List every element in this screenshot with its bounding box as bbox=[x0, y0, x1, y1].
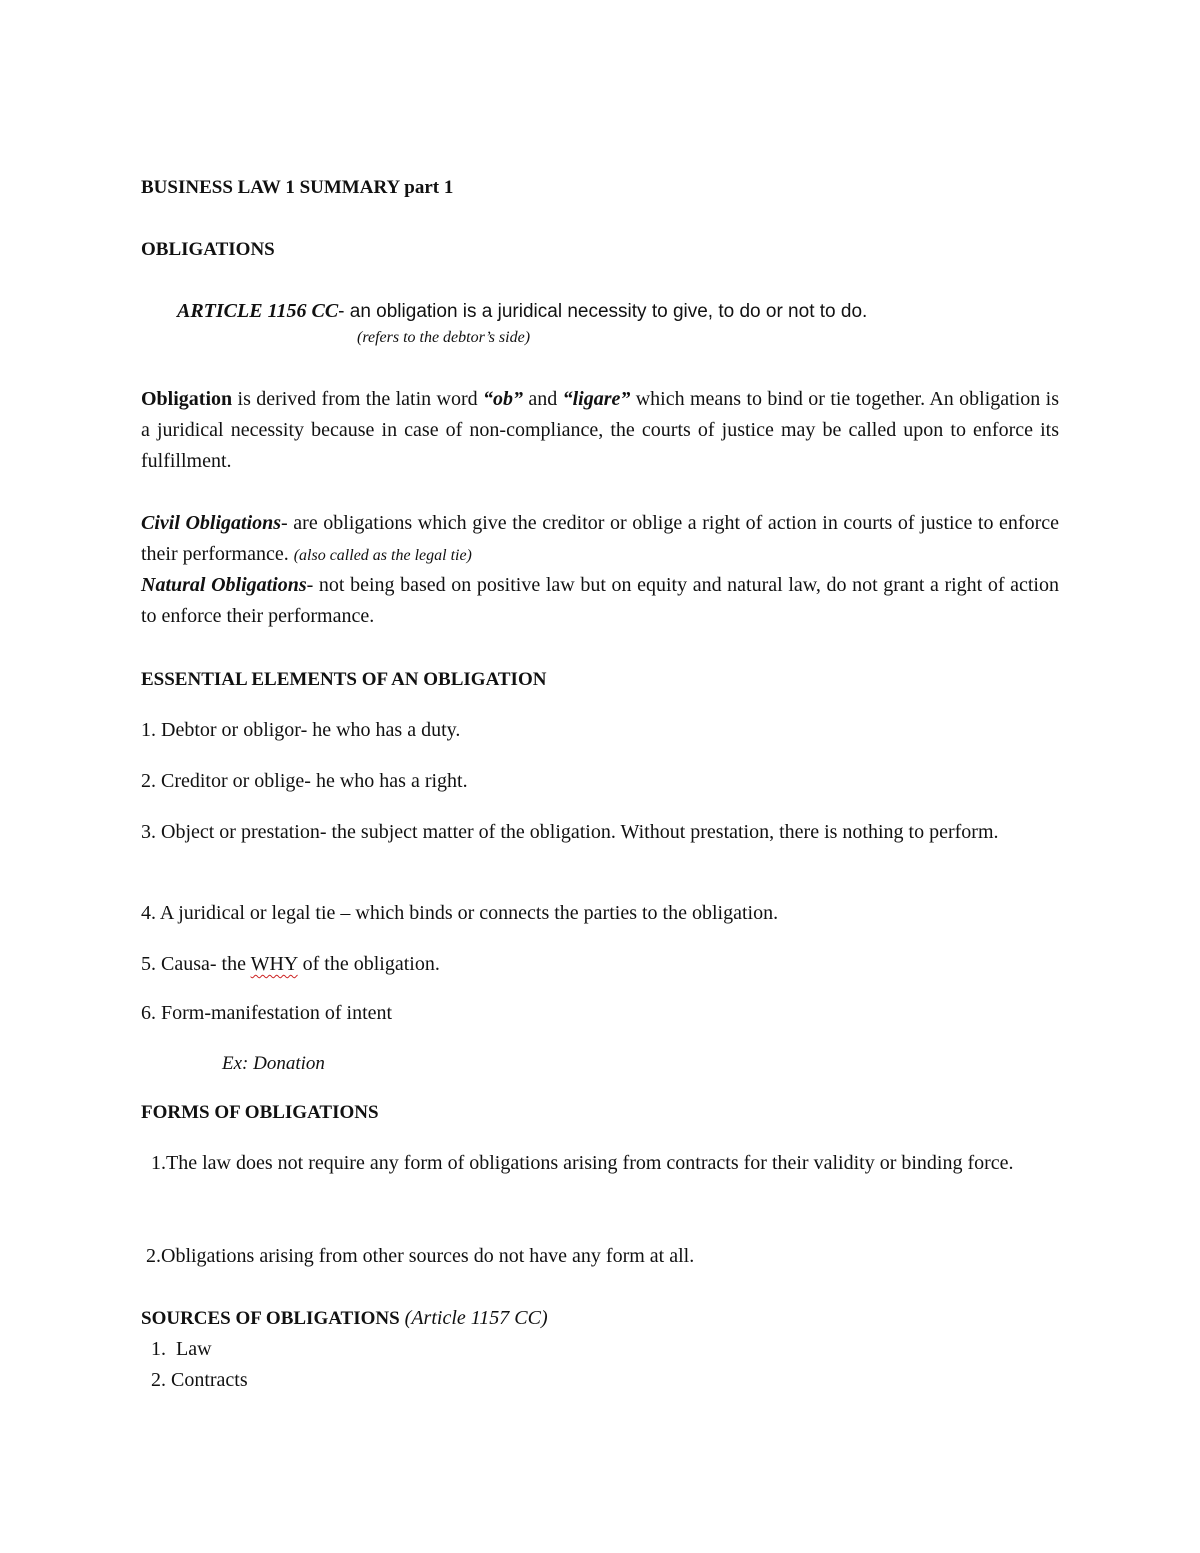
elements-heading: ESSENTIAL ELEMENTS OF AN OBLIGATION bbox=[141, 669, 547, 690]
obligations-heading: OBLIGATIONS bbox=[141, 239, 275, 260]
element-5-why: WHY bbox=[250, 953, 298, 975]
article-1156-label: ARTICLE 1156 CC bbox=[177, 300, 339, 322]
element-3: 3. Object or prestation- the subject matter of the obligation. Without prestation, there is nothing to perform. bbox=[141, 821, 999, 843]
article-1156-text: - an obligation is a juridical necessity to give, to do or not to do. bbox=[338, 301, 868, 322]
obligation-text-2: and bbox=[522, 388, 563, 410]
element-5 bbox=[141, 949, 440, 980]
civil-term: Civil Obligations bbox=[141, 512, 282, 534]
forms-heading: FORMS OF OBLIGATIONS bbox=[141, 1102, 379, 1123]
element-4: 4. A juridical or legal tie – which binds or connects the parties to the obligation. bbox=[141, 902, 779, 924]
word-ob: “ob” bbox=[482, 388, 523, 410]
element-6-example: Ex: Donation bbox=[222, 1053, 325, 1074]
sources-article-ref: (Article 1157 CC) bbox=[404, 1307, 548, 1329]
element-6: 6. Form-manifestation of intent bbox=[141, 1002, 393, 1024]
element-1: 1. Debtor or obligor- he who has a duty. bbox=[141, 719, 461, 741]
word-ligare: “ligare” bbox=[562, 388, 631, 410]
source-2: 2. Contracts bbox=[141, 1369, 248, 1391]
article-1156-note: (refers to the debtor’s side) bbox=[357, 329, 531, 346]
obligation-text-3: which means to bind or tie together. An obligation is a juridical necessity because in case of non-compliance, the courts of justice may be called upon to enforce its fulfillment. bbox=[141, 388, 1059, 472]
source-1: 1. Law bbox=[141, 1338, 212, 1360]
element-5-pre: 5. Causa- the bbox=[141, 953, 251, 975]
form-2: 2.Obligations arising from other sources do not have any form at all. bbox=[141, 1245, 695, 1267]
sources-heading: SOURCES OF OBLIGATIONS bbox=[141, 1308, 400, 1329]
civil-text: - are obligations which give the creditor or oblige a right of action in courts of justice to enforce their performance. bbox=[141, 512, 1059, 565]
form-1: 1.The law does not require any form of obligations arising from contracts for their validity or binding force. bbox=[141, 1152, 1014, 1174]
natural-term: Natural Obligations bbox=[141, 574, 307, 596]
obligation-definition bbox=[141, 384, 1059, 477]
natural-text: - not being based on positive law but on equity and natural law, do not grant a right of action to enforce their performance. bbox=[141, 574, 1059, 627]
element-5-post: of the obligation. bbox=[297, 953, 440, 975]
sources-heading-line bbox=[141, 1303, 548, 1334]
natural-obligations bbox=[141, 570, 1059, 632]
document-title: BUSINESS LAW 1 SUMMARY part 1 bbox=[141, 177, 454, 198]
civil-obligations bbox=[141, 508, 1059, 571]
element-2: 2. Creditor or oblige- he who has a right. bbox=[141, 770, 468, 792]
civil-note: (also called as the legal tie) bbox=[293, 547, 472, 564]
obligation-term: Obligation bbox=[141, 388, 233, 410]
obligation-text-1: is derived from the latin word bbox=[232, 388, 483, 410]
